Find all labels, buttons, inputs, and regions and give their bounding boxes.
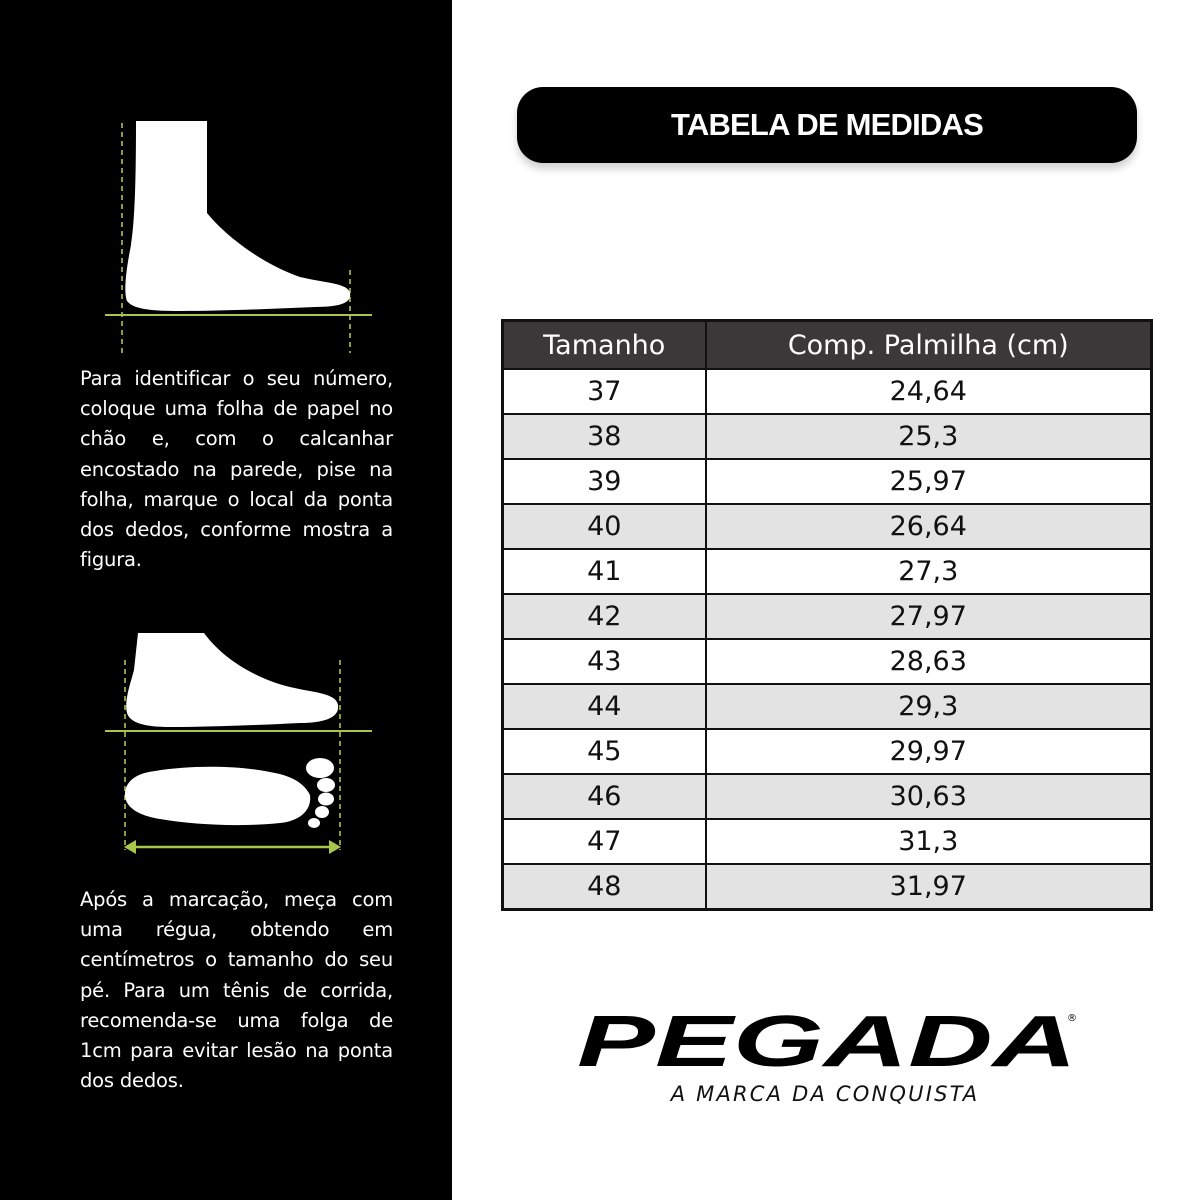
- size-cell: 46: [503, 774, 706, 819]
- instructions-paragraph-2: Após a marcação, meça com uma régua, obtendo em centímetros o tamanho do seu pé. Para um tênis de corrida, recomenda-se uma folga de 1cm para evitar lesão na ponta dos dedos.: [80, 888, 393, 1093]
- length-cell: 27,3: [706, 549, 1152, 594]
- foot-side-and-sole-icon: [100, 625, 380, 860]
- size-cell: 47: [503, 819, 706, 864]
- size-cell: 45: [503, 729, 706, 774]
- instructions-panel: [0, 0, 452, 1200]
- table-row: [503, 819, 1152, 864]
- length-cell: 29,97: [706, 729, 1152, 774]
- size-cell: 37: [503, 369, 706, 414]
- table-row: [503, 369, 1152, 414]
- registered-mark: ®: [1067, 1013, 1077, 1024]
- table-row: [503, 414, 1152, 459]
- length-cell: 25,97: [706, 459, 1152, 504]
- size-cell: 44: [503, 684, 706, 729]
- instructions-paragraph-1: Para identificar o seu número, coloque uma folha de papel no chão e, com o calcanhar encostado na parede, pise na folha, marque o local da ponta dos dedos, conforme mostra a figura.: [80, 367, 393, 572]
- table-row: [503, 504, 1152, 549]
- size-cell: 42: [503, 594, 706, 639]
- foot-side-view-icon: [100, 115, 380, 360]
- table-row: [503, 594, 1152, 639]
- table-row: [503, 774, 1152, 819]
- table-row: [503, 459, 1152, 504]
- table-row: [503, 549, 1152, 594]
- brand-logo: [575, 1010, 1085, 1074]
- size-cell: 39: [503, 459, 706, 504]
- header-insole-length: Comp. Palmilha (cm): [706, 321, 1152, 370]
- title-banner: [517, 87, 1137, 163]
- size-cell: 41: [503, 549, 706, 594]
- table-row: [503, 639, 1152, 684]
- size-cell: 40: [503, 504, 706, 549]
- length-cell: 28,63: [706, 639, 1152, 684]
- size-cell: 48: [503, 864, 706, 910]
- page-title: TABELA DE MEDIDAS: [671, 107, 983, 142]
- header-size: Tamanho: [503, 321, 706, 370]
- size-table: [501, 319, 1153, 911]
- table-row: [503, 864, 1152, 910]
- length-cell: 29,3: [706, 684, 1152, 729]
- length-cell: 30,63: [706, 774, 1152, 819]
- length-cell: 26,64: [706, 504, 1152, 549]
- length-cell: 27,97: [706, 594, 1152, 639]
- size-cell: 43: [503, 639, 706, 684]
- table-row: [503, 684, 1152, 729]
- length-cell: 24,64: [706, 369, 1152, 414]
- length-cell: 25,3: [706, 414, 1152, 459]
- length-cell: 31,3: [706, 819, 1152, 864]
- length-cell: 31,97: [706, 864, 1152, 910]
- size-cell: 38: [503, 414, 706, 459]
- brand-tagline: A MARCA DA CONQUISTA: [670, 1082, 980, 1106]
- brand-name: PEGADA: [577, 1010, 1077, 1074]
- table-header-row: [503, 321, 1152, 370]
- table-row: [503, 729, 1152, 774]
